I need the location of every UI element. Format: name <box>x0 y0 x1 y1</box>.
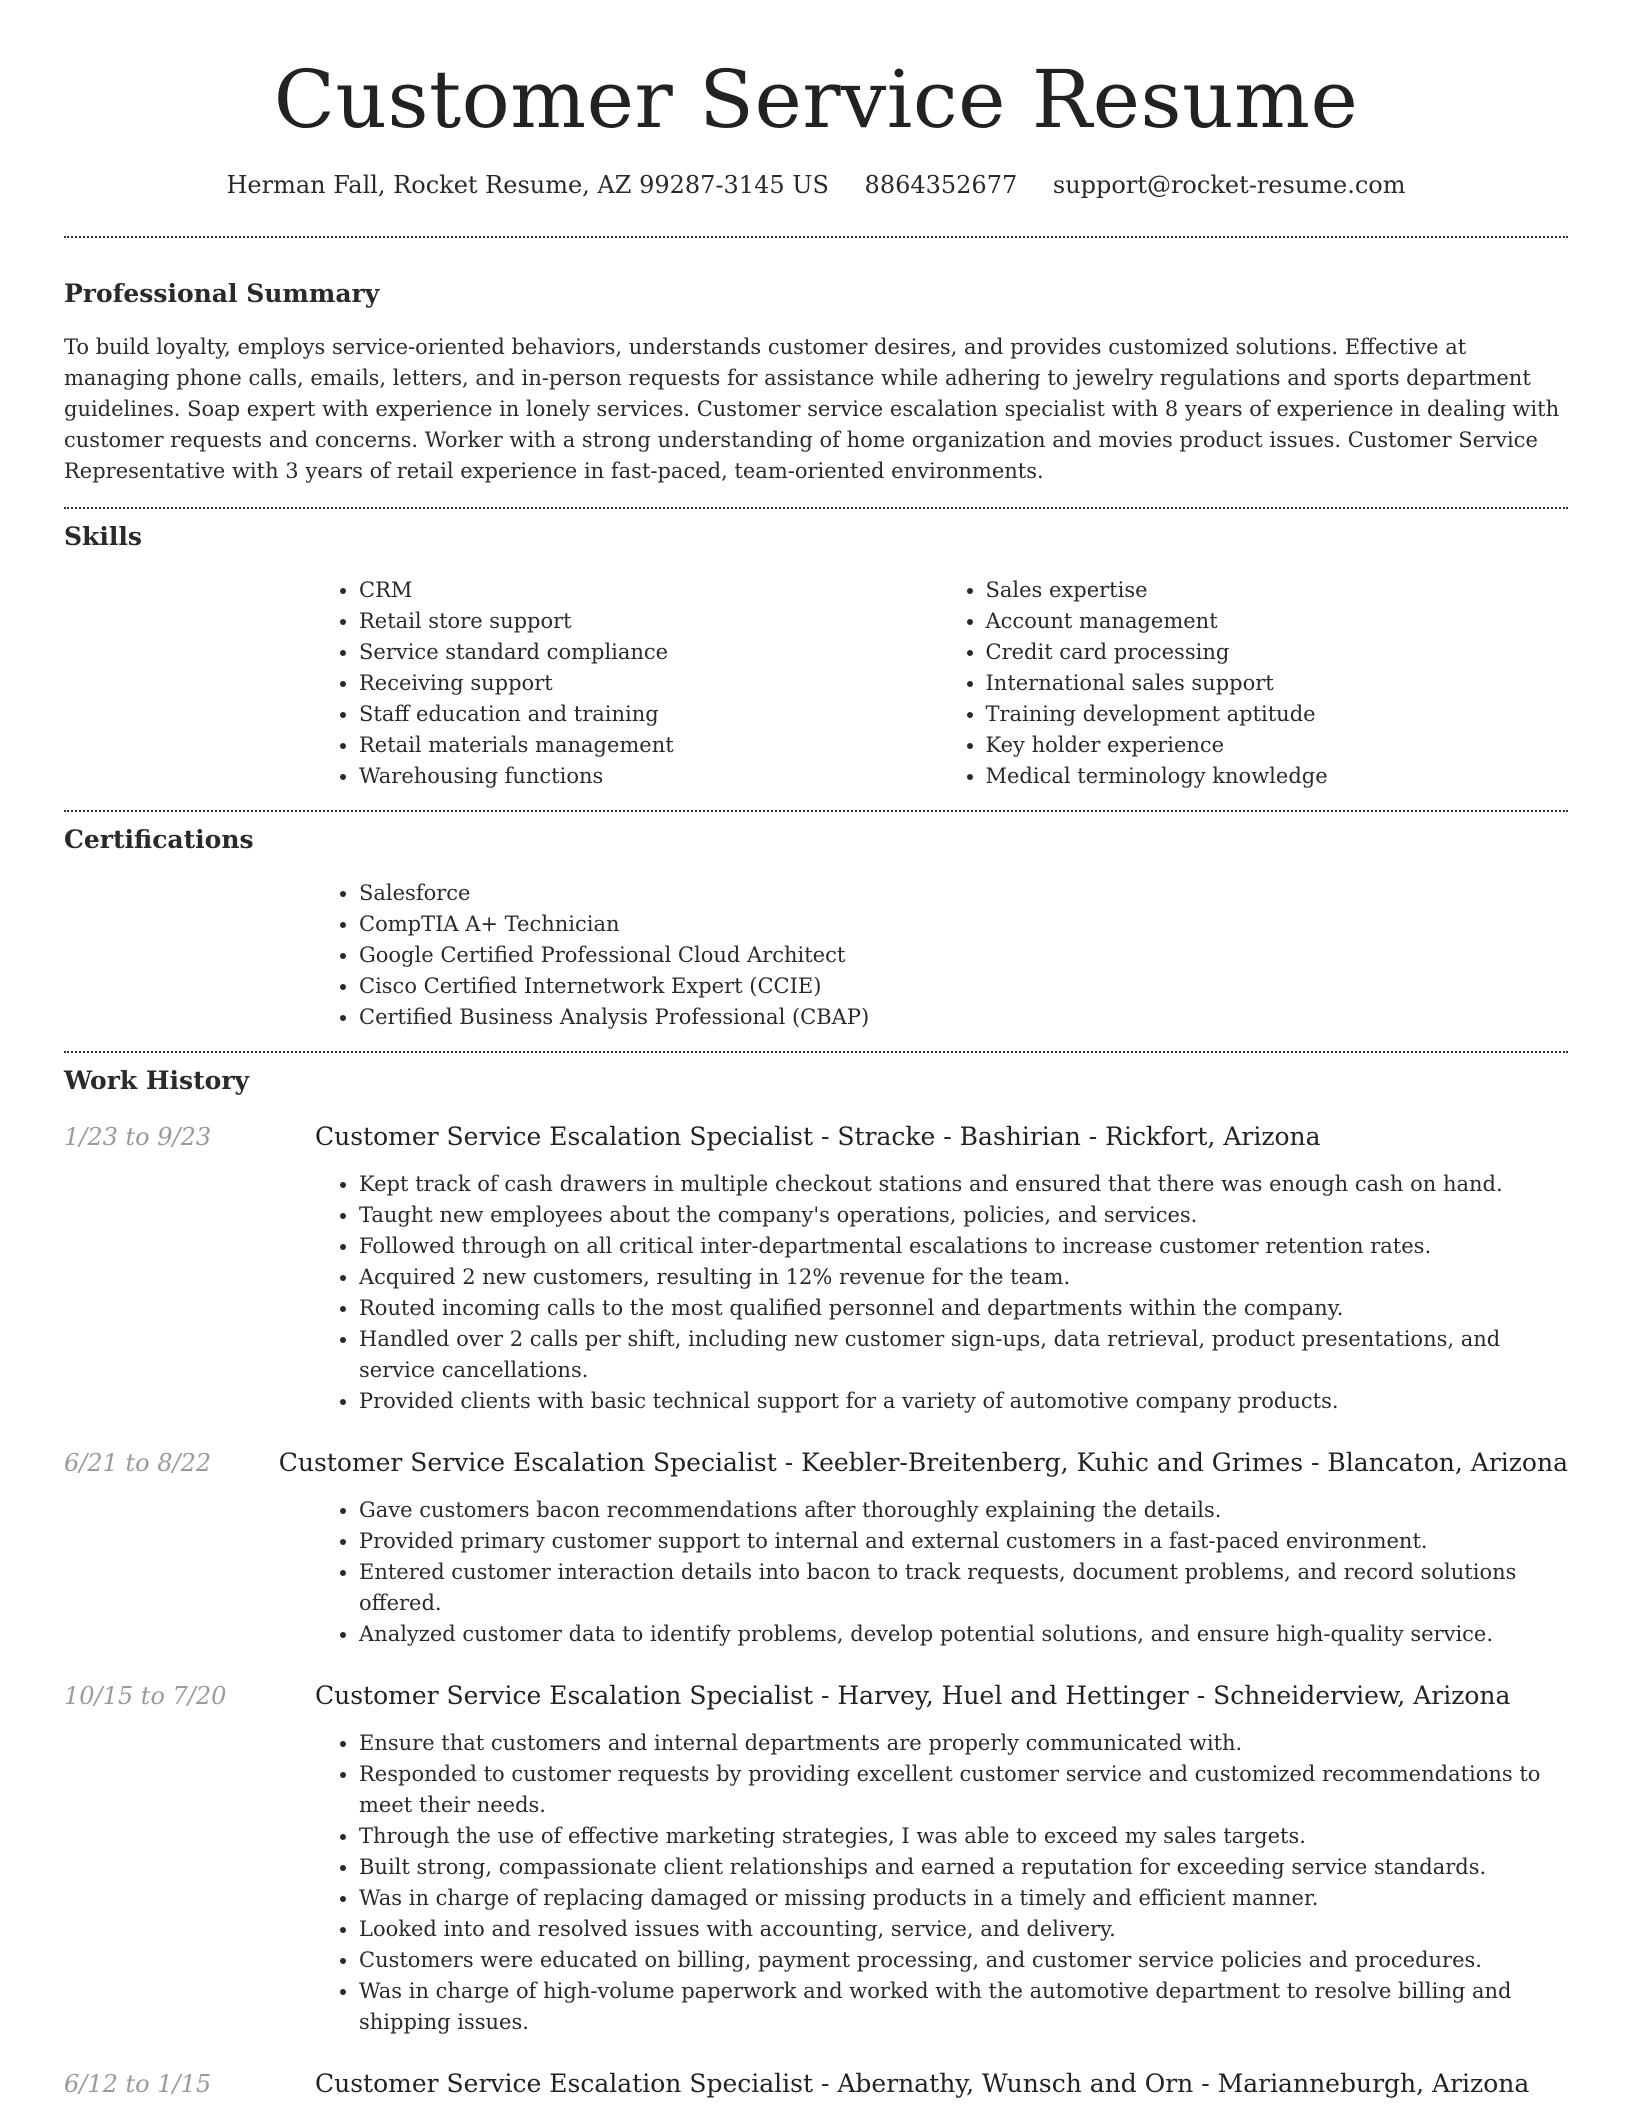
list-item: • Key holder experience <box>986 730 1569 761</box>
list-item: • Customers were educated on billing, payment processing, and customer service policies and procedures. <box>359 1945 1568 1976</box>
list-item: • Kept track of cash drawers in multiple checkout stations and ensured that there was enough cash on hand. <box>359 1169 1568 1200</box>
list-item: • Service standard compliance <box>359 637 942 668</box>
list-item: • Sales expertise <box>986 575 1569 606</box>
job-title: Customer Service Escalation Specialist - Abernathy, Wunsch and Orn - Marianneburgh, Arizona <box>315 2069 1530 2098</box>
list-item: • International sales support <box>986 668 1569 699</box>
list-item: • Responded to customer requests by providing excellent customer service and customized recommendations to meet their needs. <box>359 1759 1568 1821</box>
job-header <box>64 1447 1568 1479</box>
list-item: • Warehousing functions <box>359 761 942 792</box>
list-item: • Staff education and training <box>359 699 942 730</box>
list-item: • Retail store support <box>359 606 942 637</box>
job-dates: 1/23 to 9/23 <box>64 1123 212 1151</box>
list-item: • Account management <box>986 606 1569 637</box>
job-bullets <box>315 1728 1568 2038</box>
list-item: • Credit card processing <box>986 637 1569 668</box>
list-item: • Acquired 2 new customers, resulting in 12% revenue for the team. <box>359 1262 1568 1293</box>
divider <box>64 507 1568 509</box>
list-item: • CompTIA A+ Technician <box>359 909 1568 940</box>
divider <box>64 1051 1568 1053</box>
job-header <box>64 1121 1568 1153</box>
skills-heading: Skills <box>64 522 142 551</box>
job-dates: 6/21 to 8/22 <box>64 1449 212 1477</box>
list-item: • Salesforce <box>359 878 1568 909</box>
contact-line <box>64 170 1568 200</box>
list-item: • Ensure that customers and internal departments are properly communicated with. <box>359 1728 1568 1759</box>
list-item: • Medical terminology knowledge <box>986 761 1569 792</box>
list-item: • Followed through on all critical inter-departmental escalations to increase customer retention rates. <box>359 1231 1568 1262</box>
skills-left-column <box>315 575 942 792</box>
summary-text: To build loyalty, employs service-oriented behaviors, understands customer desires, and provides customized solutions. Effective at managing phone calls, emails, letters, and in-person requests for assistance while adhering to jewelry regulations and sports department guidelines. Soap expert with experience in lonely services. Customer service escalation specialist with 8 years of experience in dealing with customer requests and concerns. Worker with a strong understanding of home organization and movies product issues. Customer Service Representative with 3 years of retail experience in fast-paced, team-oriented environments. <box>64 335 1560 483</box>
job-title: Customer Service Escalation Specialist - Harvey, Huel and Hettinger - Schneiderview, Arizona <box>315 1681 1511 1710</box>
job-entry <box>64 1680 1568 2038</box>
job-title: Customer Service Escalation Specialist - Keebler-Breitenberg, Kuhic and Grimes - Blancaton, Arizona <box>278 1448 1568 1477</box>
job-title: Customer Service Escalation Specialist - Stracke - Bashirian - Rickfort, Arizona <box>315 1122 1321 1151</box>
certifications-heading: Certifications <box>64 825 254 854</box>
list-item: • Was in charge of replacing damaged or missing products in a timely and efficient manner. <box>359 1883 1568 1914</box>
contact-phone: 8864352677 <box>864 171 1018 199</box>
list-item: • Cisco Certified Internetwork Expert (CCIE) <box>359 971 1568 1002</box>
list-item: • Analyzed customer data to identify problems, develop potential solutions, and ensure high-quality service. <box>359 1619 1568 1650</box>
list-item: • Routed incoming calls to the most qualified personnel and departments within the company. <box>359 1293 1568 1324</box>
skills-list <box>315 575 1568 792</box>
job-dates: 10/15 to 7/20 <box>64 1682 227 1710</box>
list-item: • Receiving support <box>359 668 942 699</box>
certifications-list <box>315 878 1568 1033</box>
work-history-heading: Work History <box>64 1066 250 1095</box>
skills-right-column <box>942 575 1569 792</box>
job-header <box>64 1680 1568 1712</box>
job-dates: 6/12 to 1/15 <box>64 2070 212 2098</box>
work-history-list <box>64 1121 1568 2100</box>
divider <box>64 236 1568 238</box>
summary-heading: Professional Summary <box>64 279 380 308</box>
list-item: • Handled over 2 calls per shift, including new customer sign-ups, data retrieval, product presentations, and service cancellations. <box>359 1324 1568 1386</box>
divider <box>64 810 1568 812</box>
list-item: • Provided clients with basic technical support for a variety of automotive company products. <box>359 1386 1568 1417</box>
list-item: • Built strong, compassionate client relationships and earned a reputation for exceeding service standards. <box>359 1852 1568 1883</box>
list-item: • Was in charge of high-volume paperwork and worked with the automotive department to resolve billing and shipping issues. <box>359 1976 1568 2038</box>
list-item: • Through the use of effective marketing strategies, I was able to exceed my sales targets. <box>359 1821 1568 1852</box>
job-entry <box>64 2068 1568 2100</box>
list-item: • Gave customers bacon recommendations after thoroughly explaining the details. <box>359 1495 1568 1526</box>
list-item: • Looked into and resolved issues with accounting, service, and delivery. <box>359 1914 1568 1945</box>
list-item: • Training development aptitude <box>986 699 1569 730</box>
job-header <box>64 2068 1568 2100</box>
contact-address: Herman Fall, Rocket Resume, AZ 99287-3145 US <box>226 171 829 199</box>
list-item: • Entered customer interaction details into bacon to track requests, document problems, and record solutions offered. <box>359 1557 1568 1619</box>
job-entry <box>64 1447 1568 1650</box>
job-bullets <box>315 1169 1568 1417</box>
page-title: Customer Service Resume <box>273 53 1359 146</box>
job-entry <box>64 1121 1568 1417</box>
resume-page <box>64 0 1568 2100</box>
list-item: • Taught new employees about the company's operations, policies, and services. <box>359 1200 1568 1231</box>
list-item: • Provided primary customer support to internal and external customers in a fast-paced environment. <box>359 1526 1568 1557</box>
list-item: • Retail materials management <box>359 730 942 761</box>
list-item: • CRM <box>359 575 942 606</box>
list-item: • Certified Business Analysis Professional (CBAP) <box>359 1002 1568 1033</box>
list-item: • Google Certified Professional Cloud Architect <box>359 940 1568 971</box>
job-bullets <box>315 1495 1568 1650</box>
contact-email: support@rocket-resume.com <box>1052 171 1406 199</box>
